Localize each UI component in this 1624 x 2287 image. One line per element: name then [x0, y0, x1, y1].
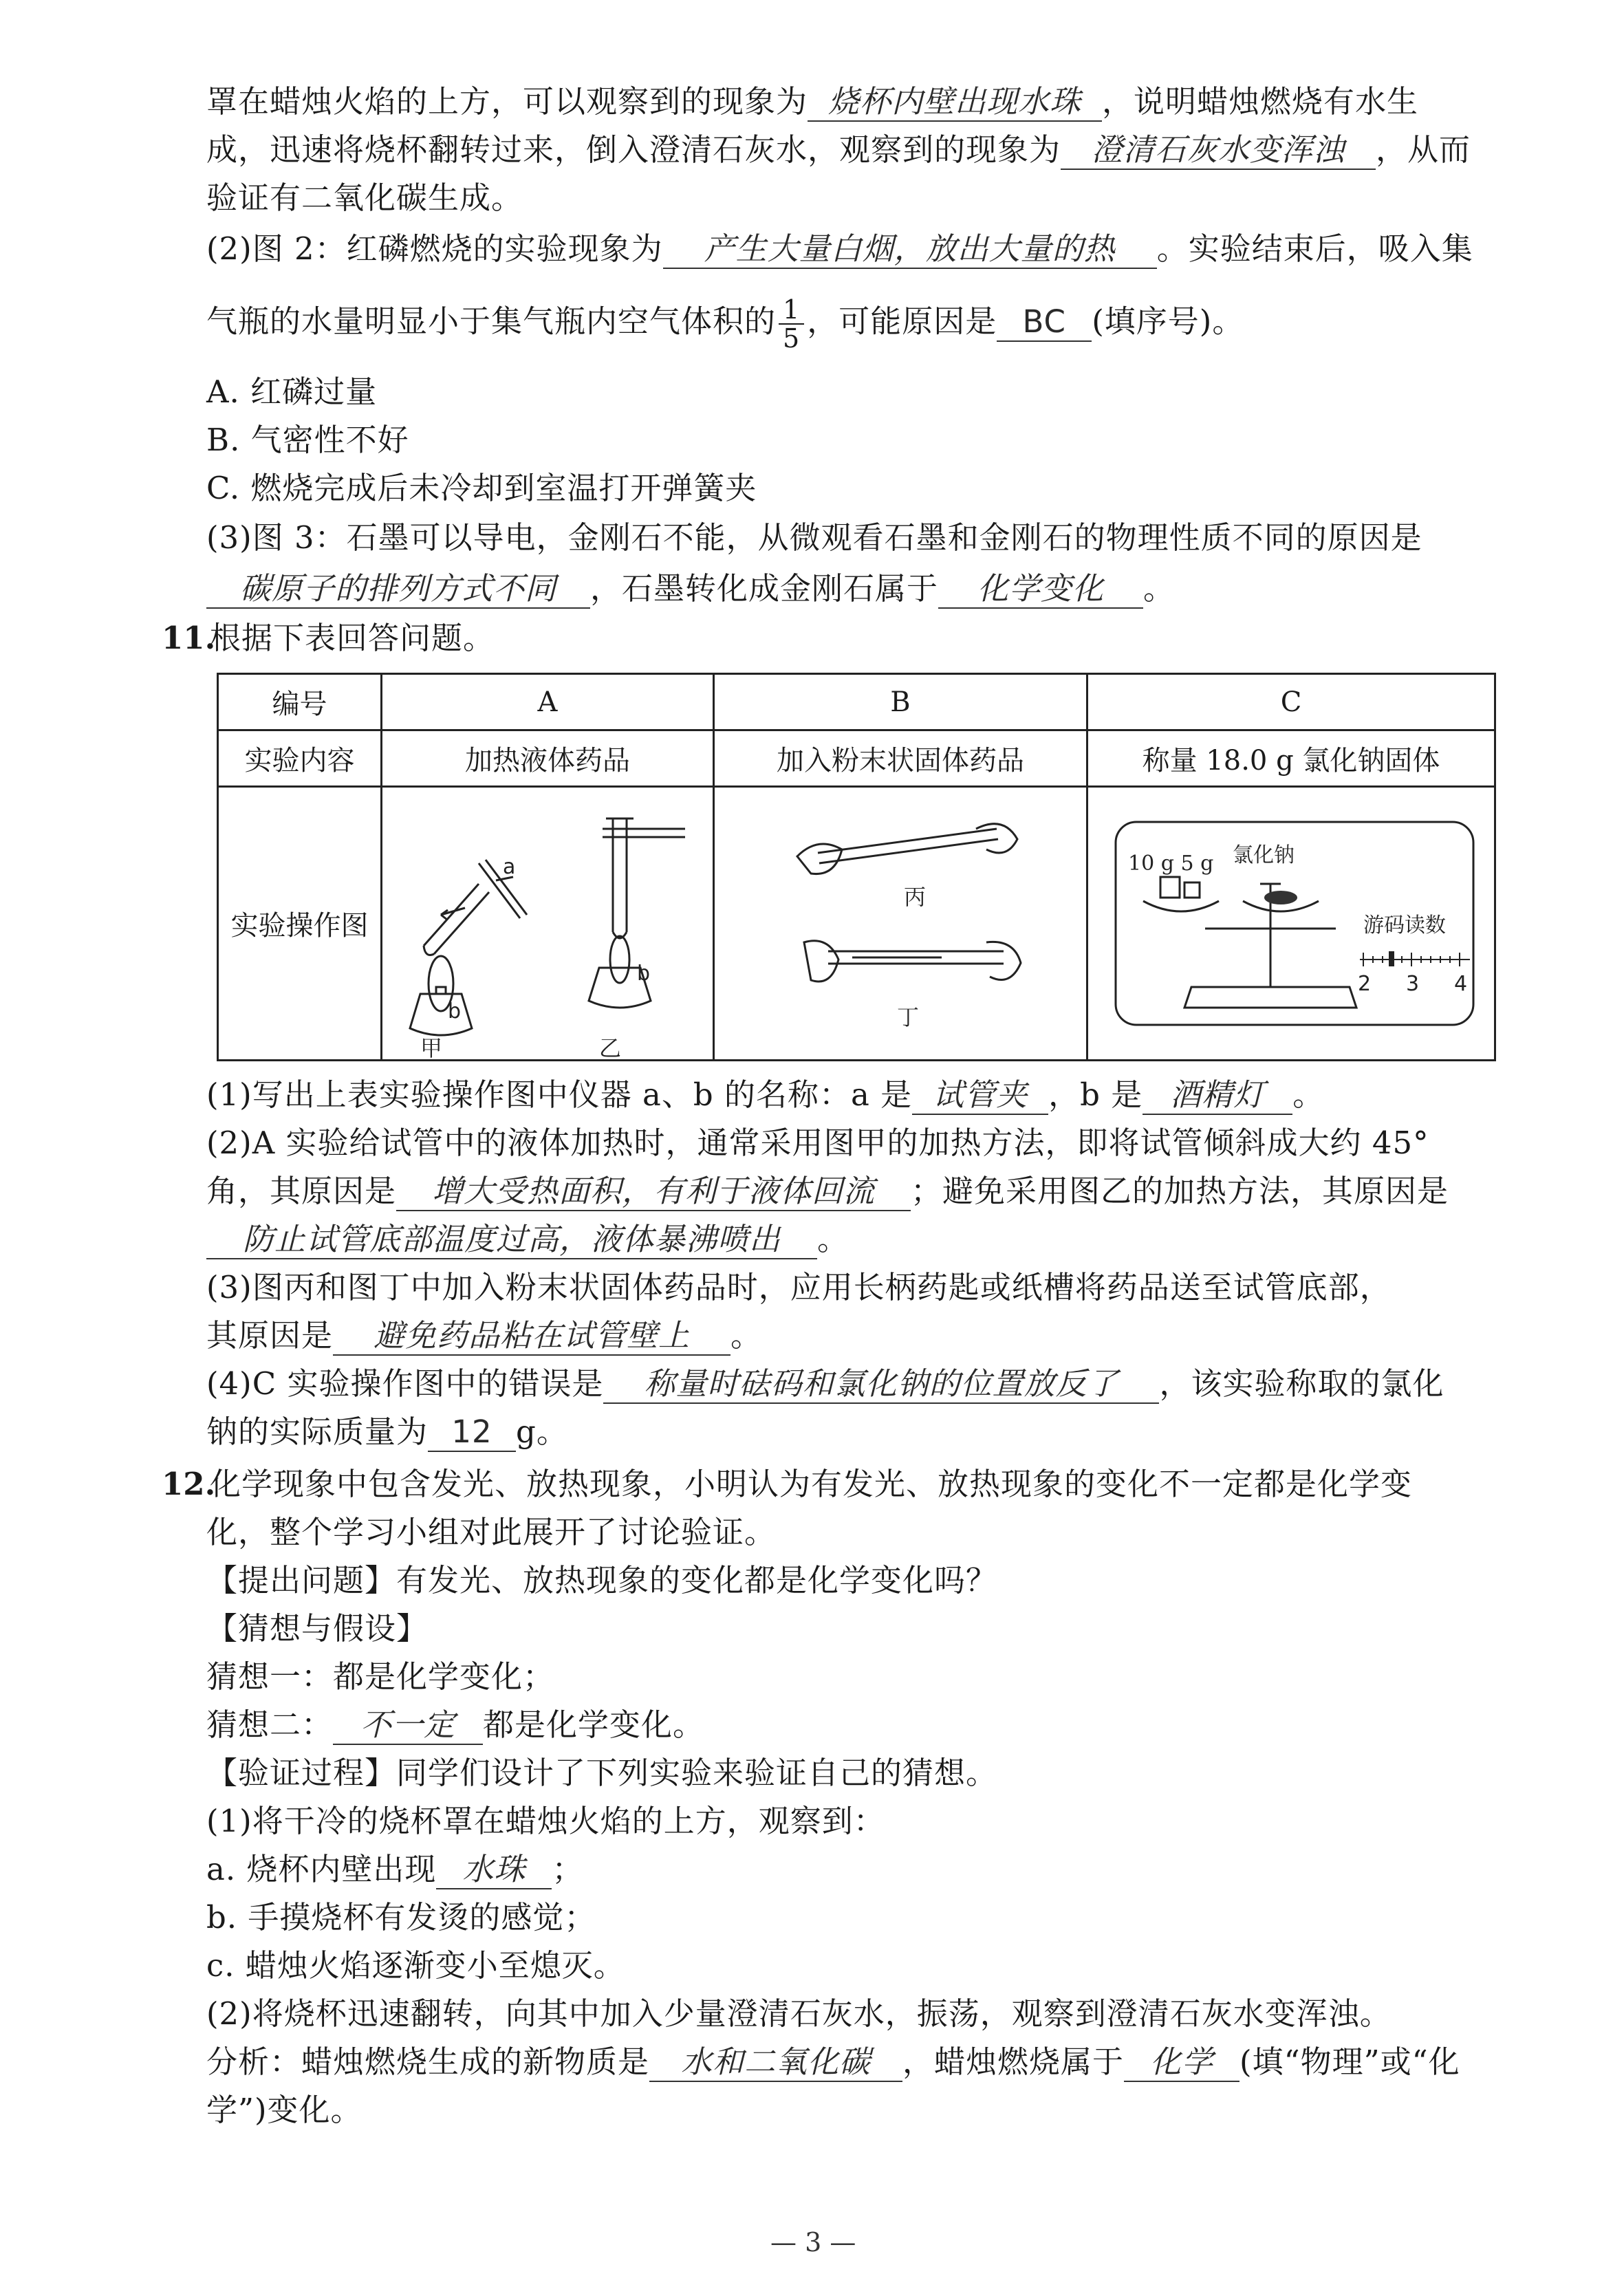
question-number: 11. [162, 620, 216, 656]
text: 都是化学变化。 [483, 1706, 705, 1743]
q11-sub-4-line-2 [206, 1411, 568, 1453]
fraction [779, 296, 804, 352]
question-number: 12. [162, 1466, 216, 1502]
label-rider: 游码读数 [1363, 913, 1446, 937]
q12-line-10: b. 手摸烧杯有发烫的感觉； [206, 1899, 596, 1936]
q12-line-8: (1)将干冷的烧杯罩在蜡烛火焰的上方，观察到： [206, 1803, 885, 1839]
table-cell: 加热液体药品 [382, 730, 714, 787]
text: ，说明蜡烛燃烧有水生 [1102, 83, 1419, 120]
label-nacl: 氯化钠 [1233, 843, 1295, 867]
q12-line-1: 化学现象中包含发光、放热现象，小明认为有发光、放热现象的变化不一定都是化学变 [210, 1466, 1413, 1502]
q10-line-2 [206, 129, 1471, 171]
text: (填“物理”或“化 [1239, 2044, 1460, 2080]
text: ，从而 [1376, 131, 1471, 168]
powder-apparatus-drawing [715, 788, 1086, 1059]
q10-part-3-line-2 [206, 568, 1175, 609]
q11-sub-2-line-1: (2)A 实验给试管中的液体加热时，通常采用图甲的加热方法，即将试管倾斜成大约 45° [206, 1125, 1429, 1161]
answer-blank: 防止试管底部温度过高，液体暴沸喷出 [206, 1221, 817, 1259]
answer-blank: 烧杯内壁出现水珠 [808, 83, 1102, 122]
q12-line-7: 【验证过程】同学们设计了下列实验来验证自己的猜想。 [206, 1755, 998, 1791]
text: ； [552, 1851, 584, 1887]
answer-blank: 水和二氧化碳 [649, 2044, 902, 2082]
question-title: 根据下表回答问题。 [210, 620, 495, 656]
table-header: 编号 [218, 674, 382, 730]
page-number: — 3 — [770, 2227, 856, 2257]
tick-label: 3 [1406, 972, 1420, 996]
q10-line-1 [206, 81, 1418, 122]
answer-blank: 不一定 [333, 1706, 483, 1745]
figure-weighing [1087, 787, 1495, 1061]
text: ，可能原因是 [807, 303, 997, 340]
q10-part-2-line-2 [206, 296, 1244, 352]
label-b: b [448, 999, 462, 1023]
text: 其原因是 [206, 1317, 334, 1354]
table-cell: 实验操作图 [218, 787, 382, 1061]
text: ，蜡烛燃烧属于 [902, 2044, 1125, 2080]
fraction-numerator: 1 [779, 296, 804, 325]
answer-blank: 澄清石灰水变浑浊 [1061, 131, 1376, 170]
text: 分析：蜡烛燃烧生成的新物质是 [206, 2044, 650, 2080]
table-cell: 称量 18.0 g 氯化钠固体 [1087, 730, 1495, 787]
label-bing: 丙 [904, 884, 927, 910]
q12-line-4: 【猜想与假设】 [206, 1610, 429, 1647]
text: ；避免采用图乙的加热方法，其原因是 [911, 1173, 1449, 1209]
q11-sub-1 [206, 1074, 1324, 1116]
answer-blank: 12 [428, 1413, 516, 1452]
figure-adding-powder [714, 787, 1087, 1061]
answer-blank: 避免药品粘在试管壁上 [333, 1317, 730, 1356]
text: 钠的实际质量为 [206, 1413, 429, 1450]
text: 。实验结束后，吸入集 [1156, 230, 1473, 267]
text: ，石墨转化成金刚石属于 [590, 570, 939, 607]
q12-line-6 [206, 1704, 704, 1746]
q12-line-2: 化，整个学习小组对此展开了讨论验证。 [206, 1514, 777, 1550]
option-a: A. 红磷过量 [206, 373, 378, 410]
answer-blank: 增大受热面积，有利于液体回流 [396, 1173, 911, 1211]
label-b: b [637, 962, 651, 986]
text: (4)C 实验操作图中的错误是 [206, 1365, 604, 1402]
label-jia: 甲 [420, 1035, 443, 1059]
text: (2)图 2：红磷燃烧的实验现象为 [206, 230, 663, 267]
q11-sub-3-line-1: (3)图丙和图丁中加入粉末状固体药品时，应用长柄药匙或纸槽将药品送至试管底部， [206, 1269, 1392, 1305]
answer-blank: 水珠 [436, 1851, 552, 1889]
text: 成，迅速将烧杯翻转过来，倒入澄清石灰水，观察到的现象为 [206, 131, 1061, 168]
text: 。 [1143, 570, 1176, 607]
answer-blank: 称量时砝码和氯化钠的位置放反了 [603, 1365, 1159, 1404]
q11-sub-3-line-2 [206, 1315, 762, 1356]
table-header: C [1087, 674, 1495, 730]
q10-line-3: 验证有二氧化碳生成。 [206, 180, 523, 216]
fraction-denominator: 5 [783, 323, 801, 354]
answer-blank: 产生大量白烟，放出大量的热 [663, 230, 1157, 269]
q12-line-9 [206, 1849, 583, 1890]
experiment-table [217, 673, 1496, 1061]
q12-line-11: c. 蜡烛火焰逐渐变小至熄灭。 [206, 1947, 625, 1984]
rider-marker [1389, 951, 1394, 966]
text: g。 [516, 1413, 568, 1450]
answer-blank: BC [997, 303, 1092, 342]
text: ，b 是 [1048, 1076, 1143, 1113]
tick-label: 2 [1358, 972, 1372, 996]
q12-line-5: 猜想一：都是化学变化； [206, 1658, 555, 1695]
balance-drawing [1088, 788, 1501, 1059]
q10-part-2-line-1 [206, 228, 1473, 270]
table-header: A [382, 674, 714, 730]
q10-part-3-line-1: (3)图 3：石墨可以导电，金刚石不能，从微观看石墨和金刚石的物理性质不同的原因是 [206, 519, 1422, 556]
heating-apparatus-drawing [382, 788, 713, 1059]
text: 。 [817, 1221, 849, 1257]
answer-blank: 酒精灯 [1143, 1076, 1292, 1115]
q12-line-12: (2)将烧杯迅速翻转，向其中加入少量澄清石灰水，振荡，观察到澄清石灰水变浑浊。 [206, 1995, 1392, 2032]
table-cell: 加入粉末状固体药品 [714, 730, 1087, 787]
table-header: B [714, 674, 1087, 730]
table-cell: 实验内容 [218, 730, 382, 787]
label-yi: 乙 [599, 1035, 622, 1059]
text: (1)写出上表实验操作图中仪器 a、b 的名称：a 是 [206, 1076, 913, 1113]
q11-sub-4-line-1 [206, 1363, 1444, 1405]
text: 。 [730, 1317, 763, 1354]
label-a: a [503, 855, 516, 879]
text: 罩在蜡烛火焰的上方，可以观察到的现象为 [206, 83, 808, 120]
answer-blank: 试管夹 [912, 1076, 1048, 1115]
option-c: C. 燃烧完成后未冷却到室温打开弹簧夹 [206, 470, 757, 506]
label-ding: 丁 [897, 1004, 920, 1030]
answer-blank: 化学 [1124, 2044, 1239, 2082]
q11-sub-2-line-3 [206, 1219, 849, 1260]
text: 。 [1292, 1076, 1325, 1113]
label-weights: 10 g 5 g [1128, 852, 1214, 876]
q12-line-13 [206, 2041, 1460, 2083]
text: a. 烧杯内壁出现 [206, 1851, 437, 1887]
text: ，该实验称取的氯化 [1159, 1365, 1444, 1402]
text: 猜想二： [206, 1706, 334, 1743]
text: 气瓶的水量明显小于集气瓶内空气体积的 [206, 303, 777, 340]
figure-heating-liquid [382, 787, 714, 1061]
text: 角，其原因是 [206, 1173, 397, 1209]
answer-blank: 化学变化 [938, 570, 1143, 609]
q11-sub-2-line-2 [206, 1171, 1449, 1212]
q12-line-3: 【提出问题】有发光、放热现象的变化都是化学变化吗？ [206, 1562, 998, 1598]
tick-label: 4 [1454, 972, 1468, 996]
option-b: B. 气密性不好 [206, 422, 409, 458]
text: (填序号)。 [1092, 303, 1244, 340]
answer-blank: 碳原子的排列方式不同 [206, 570, 590, 609]
q12-line-14: 学”)变化。 [206, 2092, 362, 2128]
